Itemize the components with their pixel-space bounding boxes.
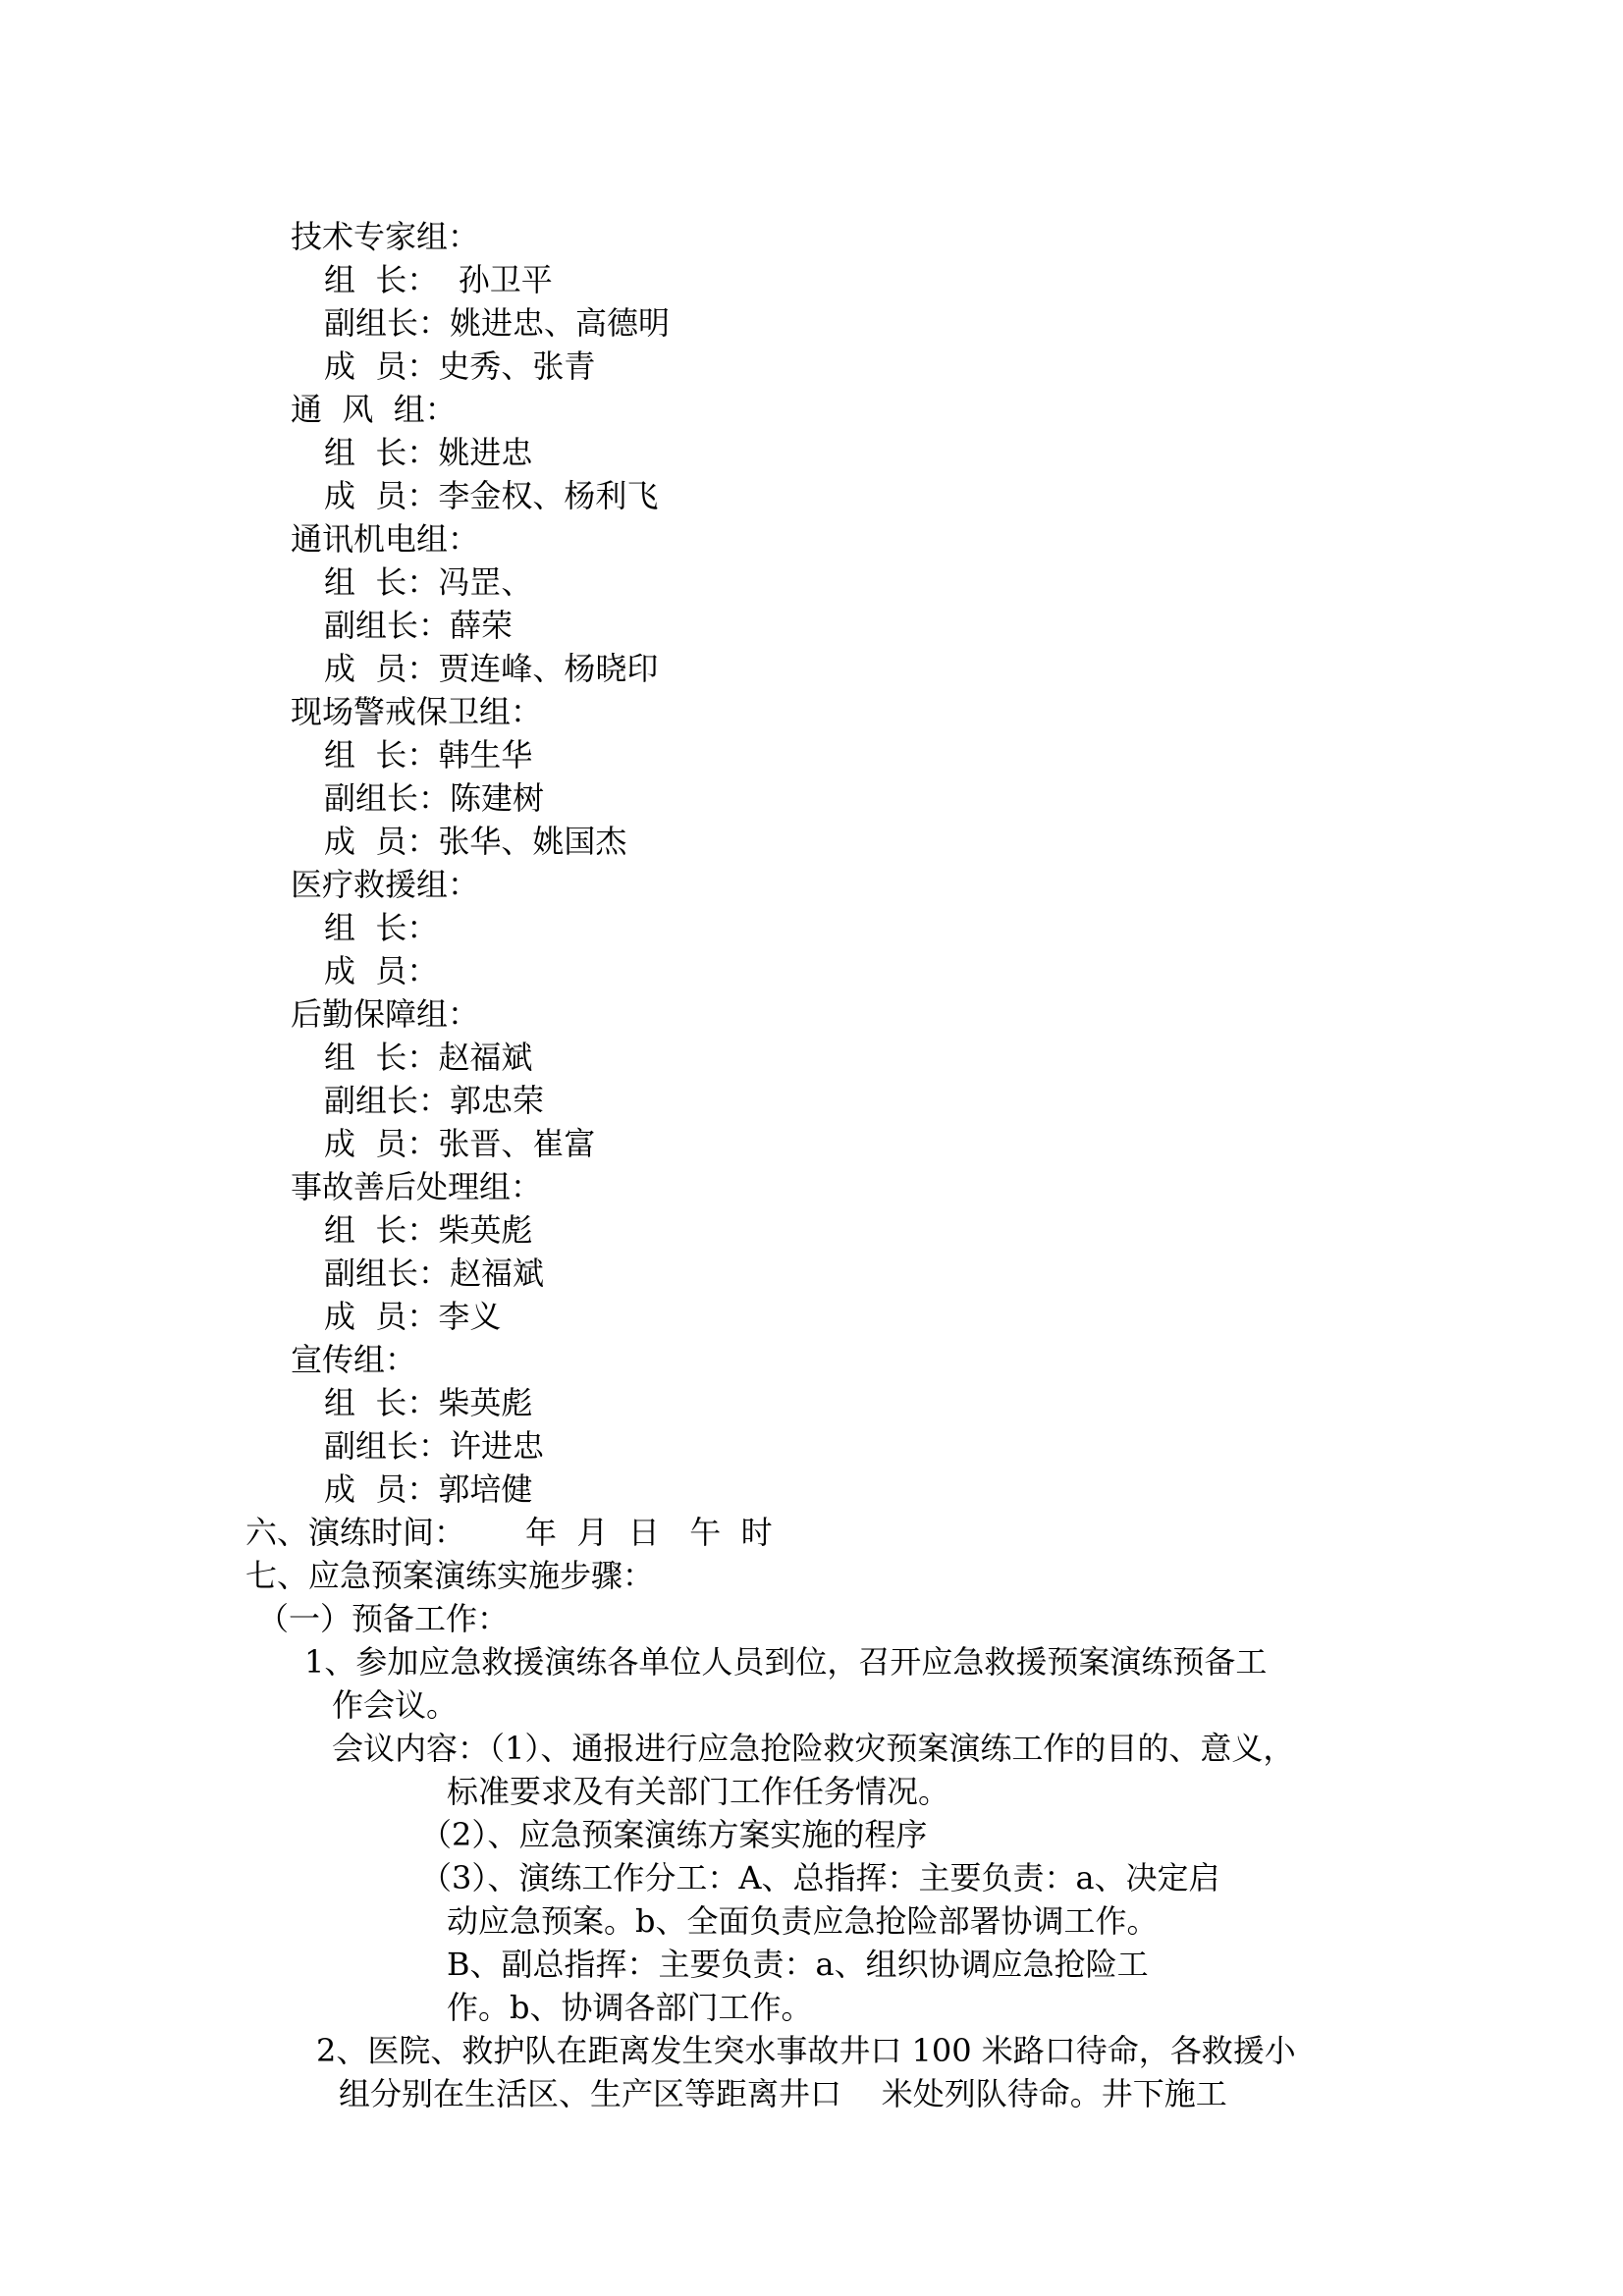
text-line: 成 员： [324, 952, 439, 989]
text-line: 成 员：史秀、张青 [324, 347, 596, 385]
text-line: 成 员：贾连峰、杨晓印 [324, 650, 659, 687]
text-line: （2）、应急预案演练方案实施的程序 [420, 1816, 928, 1853]
text-line: 事故善后处理组： [291, 1168, 543, 1205]
text-line: 宣传组： [291, 1341, 417, 1378]
text-line: 副组长：赵福斌 [324, 1255, 545, 1292]
text-line: 组 长：韩生华 [324, 736, 533, 774]
text-line: 动应急预案。b、全面负责应急抢险部署协调工作。 [447, 1902, 1159, 1940]
text-line: 成 员：张华、姚国杰 [324, 823, 627, 860]
text-line: 六、演练时间： 年 月 日 午 时 [245, 1514, 773, 1551]
text-line: 成 员：张晋、崔富 [324, 1125, 596, 1162]
text-line: 副组长：郭忠荣 [324, 1082, 545, 1119]
text-line: 副组长：陈建树 [324, 779, 545, 817]
text-line: 副组长：姚进忠、高德明 [324, 304, 671, 342]
text-line: 通 风 组： [291, 391, 457, 428]
text-line: 会议内容：（1）、通报进行应急抢险救灾预案演练工作的目的、意义， [332, 1730, 1295, 1767]
text-line: 通讯机电组： [291, 520, 480, 558]
text-line: 现场警戒保卫组： [291, 693, 543, 730]
text-line: 七、应急预案演练实施步骤： [245, 1557, 655, 1594]
text-line: 标准要求及有关部门工作任务情况。 [447, 1773, 950, 1810]
text-line: 成 员：李金权、杨利飞 [324, 477, 659, 514]
text-line: 组 长：姚进忠 [324, 434, 533, 471]
text-line: 组 长：赵福斌 [324, 1039, 533, 1076]
text-line: 成 员：李义 [324, 1298, 502, 1335]
text-line: 医疗救援组： [291, 866, 480, 903]
text-line: 1、参加应急救援演练各单位人员到位，召开应急救援预案演练预备工 [304, 1643, 1268, 1681]
text-line: （3）、演练工作分工：A、总指挥：主要负责：a、决定启 [420, 1859, 1220, 1896]
text-line: 技术专家组： [291, 218, 480, 255]
text-line: 组分别在生活区、生产区等距离井口 米处列队待命。井下施工 [339, 2075, 1227, 2112]
text-line: 副组长：许进忠 [324, 1427, 545, 1465]
text-line: 组 长： 孙卫平 [324, 261, 553, 298]
text-line: 作会议。 [332, 1686, 459, 1724]
text-line: 成 员：郭培健 [324, 1470, 533, 1508]
text-line: 作。b、协调各部门工作。 [447, 1989, 813, 2026]
text-line: 组 长： [324, 909, 439, 946]
text-line: 组 长：冯罡、 [324, 563, 533, 601]
text-line: 后勤保障组： [291, 995, 480, 1033]
text-line: （一）预备工作： [257, 1600, 510, 1637]
text-line: 组 长：柴英彪 [324, 1384, 533, 1421]
text-line: 2、医院、救护队在距离发生突水事故井口 100 米路口待命，各救援小 [316, 2032, 1296, 2069]
text-line: 副组长：薛荣 [324, 607, 514, 644]
text-line: B、副总指挥：主要负责：a、组织协调应急抢险工 [447, 1946, 1149, 1983]
text-line: 组 长：柴英彪 [324, 1211, 533, 1249]
